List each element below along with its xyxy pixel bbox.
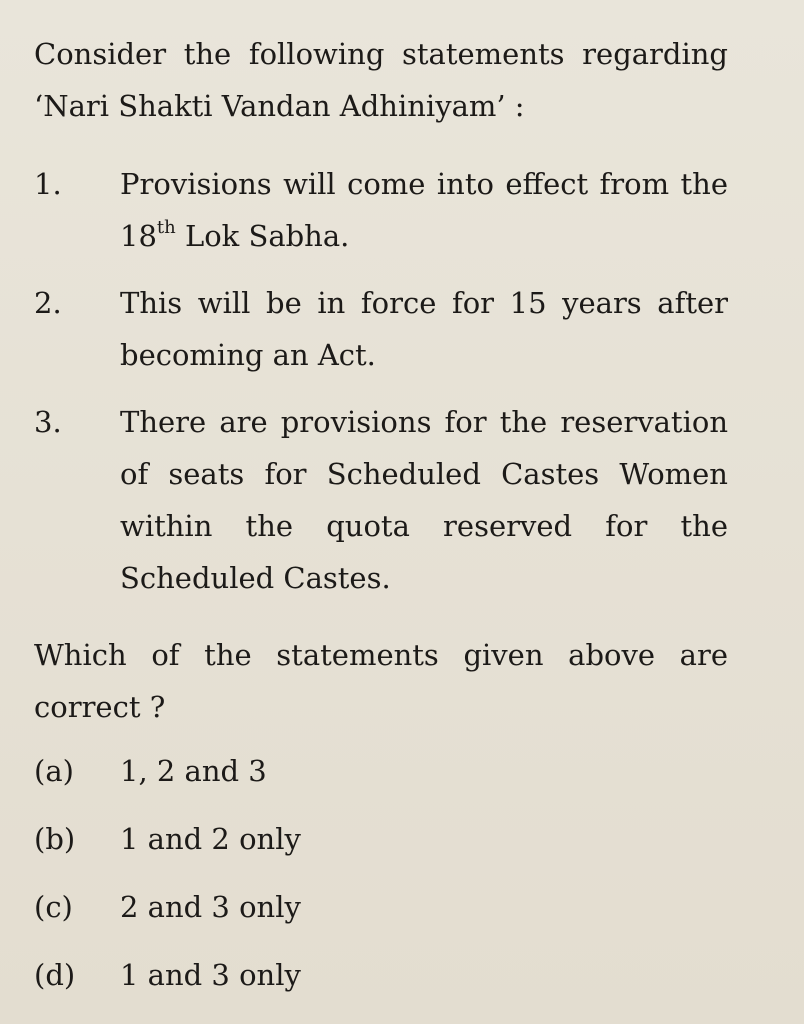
statement-3-line-1: There are provisions for the reservation — [120, 405, 728, 439]
option-d[interactable] — [34, 955, 728, 1023]
intro-line-2: ‘Nari Shakti Vandan Adhiniyam’ : — [34, 89, 525, 123]
statement-3 — [34, 396, 728, 604]
statement-3-number: 3. — [34, 405, 62, 439]
statement-1-line-1: Provisions will come into effect from the — [120, 167, 728, 201]
option-b-text: 1 and 2 only — [120, 822, 301, 856]
option-a-label: (a) — [34, 754, 74, 788]
option-b-label: (b) — [34, 822, 76, 856]
option-a[interactable] — [34, 751, 728, 819]
prompt-line-1: Which of the statements given above are — [34, 638, 728, 672]
statement-2-line-1: This will be in force for 15 years after — [120, 286, 728, 320]
option-d-text: 1 and 3 only — [120, 958, 301, 992]
prompt-line-2: correct ? — [34, 690, 166, 724]
option-c[interactable] — [34, 887, 728, 955]
intro-line-1: Consider the following statements regarding — [34, 37, 728, 71]
statement-1-line-2-rest: Lok Sabha. — [175, 219, 350, 253]
statement-3-text — [120, 396, 728, 604]
statement-3-line-2: of seats for Scheduled Castes Women — [120, 457, 728, 491]
ordinal-suffix: th — [156, 217, 176, 239]
option-a-text: 1, 2 and 3 — [120, 754, 267, 788]
statement-2 — [34, 277, 728, 381]
statement-1-number: 1. — [34, 167, 62, 201]
answer-options — [34, 751, 728, 1023]
statement-2-line-2: becoming an Act. — [120, 338, 376, 372]
question-block — [34, 28, 728, 1023]
option-c-text: 2 and 3 only — [120, 890, 301, 924]
statement-2-text — [120, 277, 728, 381]
statement-1 — [34, 158, 728, 262]
statement-3-line-3: within the quota reserved for the — [120, 509, 728, 543]
ordinal-number: 18 — [120, 219, 157, 253]
statement-3-line-4: Scheduled Castes. — [120, 561, 391, 595]
statement-1-line-2 — [120, 210, 728, 262]
option-d-label: (d) — [34, 958, 76, 992]
statement-2-number: 2. — [34, 286, 62, 320]
option-c-label: (c) — [34, 890, 73, 924]
option-b[interactable] — [34, 819, 728, 887]
statement-1-text — [120, 158, 728, 262]
